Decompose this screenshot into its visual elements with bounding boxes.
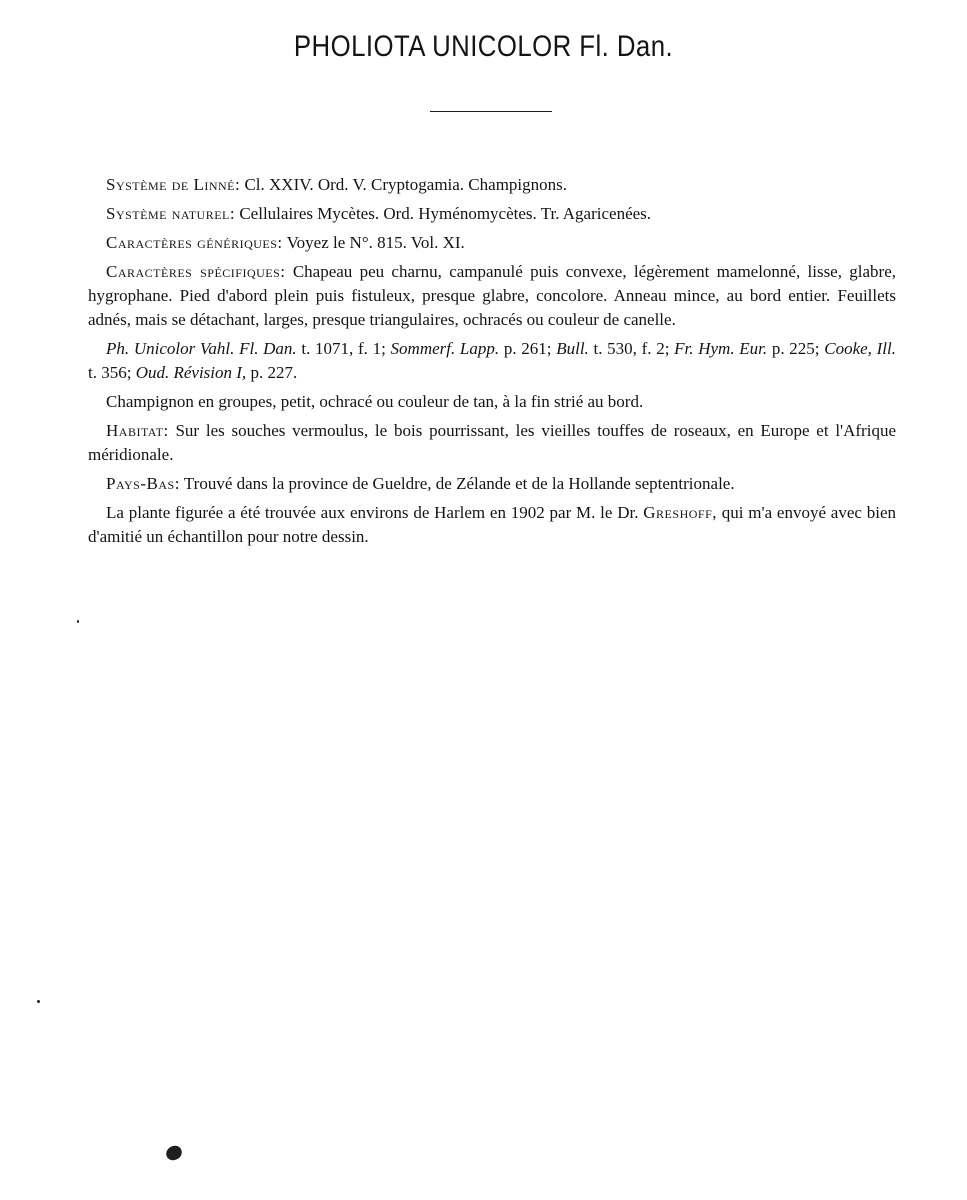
description-paragraph: Champignon en groupes, petit, ochracé ou couleur de tan, à la fin strié au bord. xyxy=(106,392,644,411)
reference-text-3: t. 530, f. 2; xyxy=(588,339,675,358)
reference-sommerfelt: Sommerf. Lapp. xyxy=(390,339,500,358)
reference-text-4: p. 225; xyxy=(767,339,825,358)
reference-cooke: Cooke, Ill. xyxy=(824,339,896,358)
title-rule xyxy=(430,111,552,112)
generic-characters-label: Caractères génériques: xyxy=(106,233,283,252)
pays-bas-paragraph xyxy=(88,472,896,496)
specific-characters-paragraph xyxy=(88,260,896,332)
note-paragraph xyxy=(88,501,896,549)
page-title: PHOLIOTA UNICOLOR Fl. Dan. xyxy=(293,30,674,63)
natural-system-paragraph xyxy=(88,202,896,226)
note-text-before: La plante figurée a été trouvée aux environs de Harlem en 1902 par M. le Dr. xyxy=(106,503,644,522)
references-paragraph xyxy=(88,337,896,385)
linne-system-text: Cl. XXIV. Ord. V. Cryptogamia. Champignons. xyxy=(240,175,568,194)
linne-system-paragraph xyxy=(88,173,896,197)
reference-text-1: t. 1071, f. 1; xyxy=(296,339,391,358)
habitat-label: Habitat: xyxy=(106,421,169,440)
habitat-paragraph xyxy=(88,419,896,467)
habitat-text: Sur les souches vermoulus, le bois pourrissant, les vieilles touffes de roseaux, en Europe et l'Afrique méridionale. xyxy=(88,421,896,464)
ink-spot xyxy=(164,1143,185,1163)
reference-text-6: p. 227. xyxy=(246,363,298,382)
reference-text-5: t. 356; xyxy=(88,363,136,382)
document-body xyxy=(88,173,896,554)
generic-characters-text: Voyez le N°. 815. Vol. XI. xyxy=(282,233,465,252)
natural-system-label: Système naturel: xyxy=(106,204,236,223)
ink-speck xyxy=(37,1000,40,1003)
pays-bas-label: Pays-Bas: xyxy=(106,474,180,493)
reference-flora-danica: Ph. Unicolor Vahl. Fl. Dan. xyxy=(106,339,297,358)
note-person-name: Greshoff, xyxy=(643,503,717,522)
reference-oudemans: Oud. Révision I, xyxy=(135,363,247,382)
specific-characters-text: Chapeau peu charnu, campanulé puis convexe, légèrement mamelonné, lisse, glabre, hygrophane. Pied d'abord plein puis fistuleux, presque glabre, concolore. Anneau mince, au bord entier. Feuillets adnés, mais se détachant, larges, presque triangulaires, ochracés ou couleur de canelle. xyxy=(88,262,896,329)
reference-text-2: p. 261; xyxy=(499,339,557,358)
linne-system-label: Système de Linné: xyxy=(106,175,241,194)
natural-system-text: Cellulaires Mycètes. Ord. Hyménomycètes. Tr. Agaricenées. xyxy=(235,204,652,223)
generic-characters-paragraph xyxy=(88,231,896,255)
ink-speck-2 xyxy=(77,620,79,623)
specific-characters-label: Caractères spécifiques: xyxy=(106,262,286,281)
reference-bulliard: Bull. xyxy=(556,339,589,358)
note-text-after: qui m'a envoyé avec bien d'amitié un échantillon pour notre dessin. xyxy=(88,503,896,546)
pays-bas-text: Trouvé dans la province de Gueldre, de Zélande et de la Hollande septentrionale. xyxy=(179,474,735,493)
reference-fries: Fr. Hym. Eur. xyxy=(674,339,768,358)
